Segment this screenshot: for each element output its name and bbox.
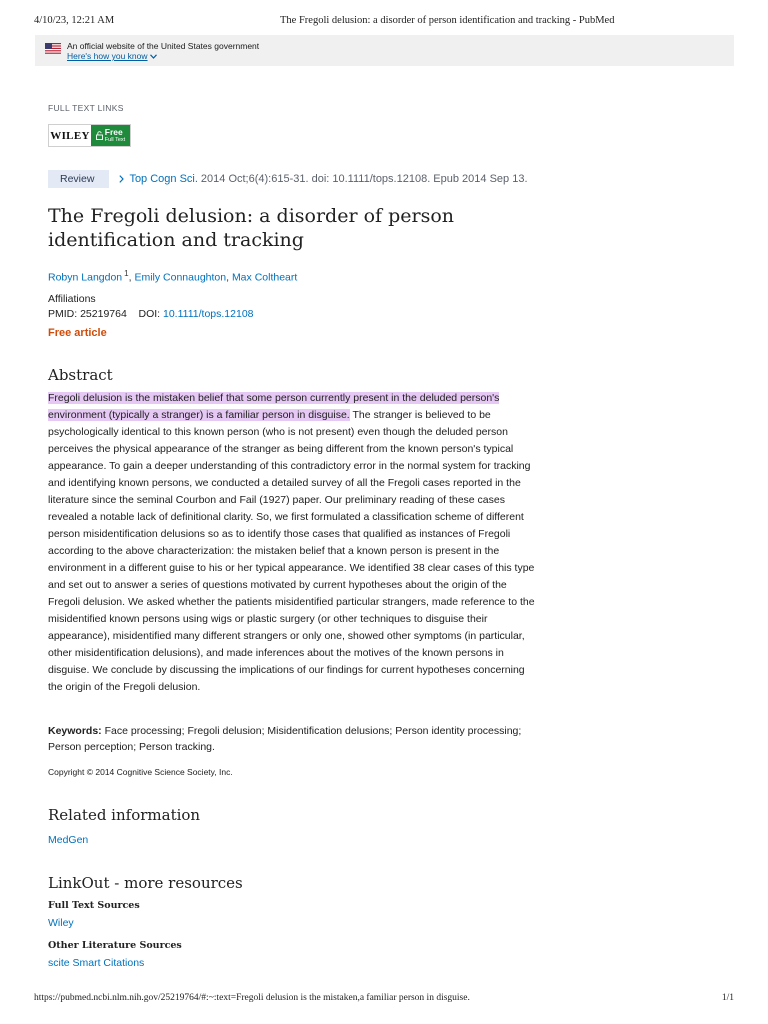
journal-link[interactable]: Top Cogn Sci. [129, 173, 198, 185]
related-information-heading: Related information [48, 806, 201, 824]
pmid: PMID: 25219764 [48, 308, 127, 320]
print-url: https://pubmed.ncbi.nlm.nih.gov/25219764/#:~:text=Fregoli delusion is the mistaken,a familiar person in disguise. [34, 993, 470, 1003]
gov-banner-text [67, 41, 259, 61]
chevron-down-icon [150, 54, 157, 59]
author-link[interactable]: Emily Connaughton [134, 271, 227, 284]
heres-how-you-know-label: Here's how you know [67, 51, 148, 61]
print-header [34, 15, 734, 31]
keywords-label: Keywords: [48, 725, 102, 737]
us-flag-icon [45, 43, 61, 54]
full-text-links-label: FULL TEXT LINKS [48, 103, 124, 113]
linkout-heading: LinkOut - more resources [48, 874, 243, 892]
article-title: The Fregoli delusion: a disorder of person identification and tracking [48, 205, 454, 251]
full-text-label: Full Text [104, 136, 126, 143]
print-page-title: The Fregoli delusion: a disorder of person identification and tracking - PubMed [280, 15, 615, 26]
unlock-icon [96, 131, 103, 140]
highlighted-text: Fregoli delusion is the mistaken belief that some person currently present in the deluded person's environment (typically a stranger) is a familiar person in disguise. [48, 392, 500, 421]
print-footer [34, 993, 734, 1009]
chevron-right-icon [119, 175, 124, 183]
author-affiliation-number[interactable]: 1 [124, 269, 129, 278]
author-link[interactable]: Max Coltheart [231, 271, 298, 284]
free-full-text-tag [91, 125, 130, 146]
other-literature-sources-heading: Other Literature Sources [48, 940, 182, 951]
author-link[interactable]: Robyn Langdon [48, 271, 123, 284]
wiley-logo: WILEY [50, 129, 90, 142]
gov-banner [35, 35, 734, 66]
doi-label: DOI: [138, 308, 161, 320]
gov-official-text: An official website of the United States government [67, 41, 260, 51]
keywords [48, 723, 540, 755]
heres-how-you-know-link[interactable] [67, 51, 157, 61]
keywords-list: Face processing; Fregoli delusion; Misidentification delusions; Person identity processing; Person perception; Person tracking. [48, 725, 522, 753]
doi-link[interactable]: 10.1111/tops.12108 [163, 308, 254, 320]
full-text-sources-heading: Full Text Sources [48, 900, 140, 911]
medgen-link[interactable]: MedGen [48, 834, 89, 846]
free-label: Free [104, 126, 123, 137]
abstract-body: The stranger is believed to be psychologically identical to this known person (who is not present) even though the deluded person perceives the physical appearance of the stranger as being different from the known person's typical appearance. To gain a deeper understanding of this contradictory error in the normal system for tracking and identifying known persons, we conducted a detailed survey of all the Fregoli cases reported in the literature since the seminal Courbon and Fail (1927) paper. Our preliminary reading of these cases revealed a notable lack of definitional clarity. So, we first formulated a classification scheme of different person misidentification delusions so as to identify those cases that qualified as instances of Fregoli according to the above characterization: the mistaken belief that a known person is present in the environment in a different guise to his or her typical appearance. We identified 38 clear cases of this type and set out to answer a series of questions motivated by current hypotheses about the origin of the Fregoli delusion. We asked whether the patients misidentified particular strangers, made reference to the misidentified known persons using wigs or plastic surgery (or other techniques to disguise their appearance), misidentified many different strangers or only one, showed other symptoms (in particular, other misidentification delusions), and made inferences about the motives of the known persons in disguise. We conclude by discussing the implications of our findings for current hypotheses concerning the origin of the Fregoli delusion. [48, 409, 535, 693]
review-badge: Review [48, 170, 109, 188]
citation-row [48, 170, 528, 188]
authors-list: Robyn Langdon $^1$, Emily Connaughton, Max Coltheart [48, 269, 298, 284]
free-article-label: Free article [48, 327, 107, 339]
page-number: 1/1 [721, 993, 734, 1003]
affiliations-toggle[interactable]: Affiliations [48, 293, 96, 305]
wiley-link[interactable]: Wiley [48, 917, 74, 929]
copyright: Copyright © 2014 Cognitive Science Society, Inc. [48, 767, 233, 777]
print-datetime: 4/10/23, 12:21 AM [34, 15, 115, 26]
abstract-heading: Abstract [48, 366, 113, 384]
scite-smart-citations-link[interactable]: scite Smart Citations [48, 957, 145, 969]
article-ids [48, 308, 254, 320]
citation-details: 2014 Oct;6(4):615-31. doi: 10.1111/tops.12108. Epub 2014 Sep 13. [200, 173, 528, 185]
abstract-text [48, 390, 540, 696]
wiley-free-full-text-button[interactable] [48, 124, 131, 147]
